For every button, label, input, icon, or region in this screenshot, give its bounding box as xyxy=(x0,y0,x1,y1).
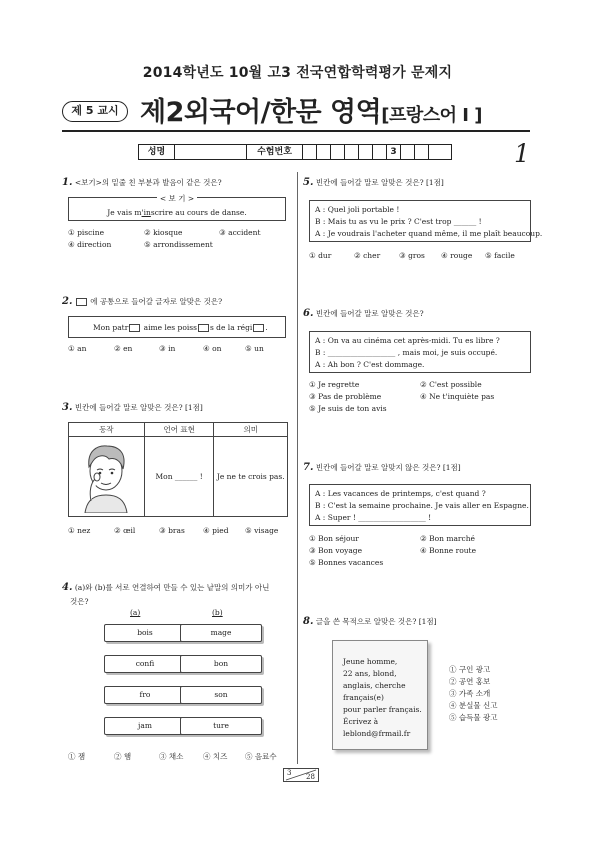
question-5-header xyxy=(303,177,444,188)
syllable-card-a[interactable]: bois xyxy=(104,624,186,642)
boy-pointing-eye-illustration xyxy=(75,439,137,513)
option-5[interactable]: ⑤ arrondissement xyxy=(144,240,213,249)
option-2[interactable]: ② 햄 xyxy=(114,752,132,761)
period-badge: 제 5 교시 xyxy=(62,101,128,122)
question-stem: 에 공통으로 들어갈 글자로 알맞은 것은? xyxy=(90,297,223,306)
question-stem: 글을 쓴 목적으로 알맞은 것은? [1점] xyxy=(315,617,437,626)
question-stem: <보기>의 밑줄 친 부분과 발음이 같은 것은? xyxy=(74,178,222,187)
option-5[interactable]: ⑤ un xyxy=(245,344,264,353)
option-4[interactable]: ④ rouge xyxy=(441,251,473,260)
example-sentence xyxy=(69,208,285,217)
option-1[interactable]: ① nez xyxy=(68,526,91,535)
column-header: 의미 xyxy=(214,423,288,437)
option-4[interactable]: ④ direction xyxy=(68,240,112,249)
number-box[interactable] xyxy=(429,145,443,159)
option-4[interactable]: ④ pied xyxy=(203,526,229,535)
note-line: français(e) xyxy=(343,693,384,702)
sentence-underlined: 'in xyxy=(141,208,151,217)
option-2[interactable]: ② œil xyxy=(114,526,136,535)
number-box[interactable] xyxy=(373,145,387,159)
number-box-filled[interactable]: 3 xyxy=(387,145,401,159)
option-4[interactable]: ④ on xyxy=(203,344,222,353)
syllable-card-b[interactable]: mage xyxy=(180,624,262,642)
blank-box xyxy=(253,324,264,332)
syllable-card-b[interactable]: ture xyxy=(180,717,262,735)
dialogue-box xyxy=(309,331,531,373)
note-line: pour parler français. xyxy=(343,705,422,714)
option-3[interactable]: ③ 채소 xyxy=(159,752,184,761)
question-number: 7. xyxy=(303,462,314,473)
option-2[interactable]: ② 공연 홍보 xyxy=(449,677,491,686)
question-7-header xyxy=(303,462,461,473)
option-5[interactable]: ⑤ facile xyxy=(485,251,515,260)
option-4[interactable]: ④ 치즈 xyxy=(203,752,228,761)
dialogue-line: A : Ah bon ? C'est dommage. xyxy=(315,360,425,369)
note-line: Écrivez à xyxy=(343,717,379,726)
blank-box xyxy=(198,324,209,332)
question-1-header xyxy=(62,177,222,188)
blank-box xyxy=(129,324,140,332)
option-3[interactable]: ③ Bon voyage xyxy=(309,546,363,555)
dialogue-line: A : Les vacances de printemps, c'est quand ? xyxy=(315,489,486,498)
question-number: 1. xyxy=(62,177,73,188)
page-counter xyxy=(283,768,319,782)
gesture-illustration-cell xyxy=(69,437,145,517)
question-stem: 빈칸에 들어갈 말로 알맞은 것은? xyxy=(315,309,424,318)
gesture-table xyxy=(68,422,288,517)
dialogue-line: B : __________________ , mais moi, je suis occupé. xyxy=(315,348,498,357)
option-2[interactable]: ② kiosque xyxy=(144,228,183,237)
total-pages: 28 xyxy=(306,773,315,781)
note-line: 22 ans, blond, xyxy=(343,669,397,678)
number-label: 수험번호 xyxy=(247,145,303,159)
question-stem: (a)와 (b)를 서로 연결하여 만들 수 있는 낱말의 의미가 아닌 xyxy=(74,583,270,592)
question-8-header xyxy=(303,616,437,627)
dialogue-line: A : Je voudrais l'acheter quand même, il me plaît beaucoup. xyxy=(315,229,543,238)
question-number: 5. xyxy=(303,177,314,188)
option-2[interactable]: ② en xyxy=(114,344,133,353)
name-label: 성명 xyxy=(139,145,175,159)
column-header: 언어 표현 xyxy=(144,423,214,437)
number-box[interactable] xyxy=(317,145,331,159)
syllable-card-b[interactable]: son xyxy=(180,686,262,704)
option-5[interactable]: ⑤ Je suis de ton avis xyxy=(309,404,387,413)
current-page: 3 xyxy=(287,769,292,777)
question-stem-continued: 것은? xyxy=(70,597,89,606)
meaning-cell: Je ne te crois pas. xyxy=(214,437,288,517)
dialogue-line: A : Quel joli portable ! xyxy=(315,205,400,214)
option-5[interactable]: ⑤ 습득물 광고 xyxy=(449,713,498,722)
syllable-card-a[interactable]: fro xyxy=(104,686,186,704)
option-4[interactable]: ④ 분실물 신고 xyxy=(449,701,498,710)
syllable-card-b[interactable]: bon xyxy=(180,655,262,673)
header-rule xyxy=(62,130,530,132)
name-field[interactable] xyxy=(175,145,247,159)
note-line: anglais, cherche xyxy=(343,681,406,690)
option-3[interactable]: ③ Pas de problème xyxy=(309,392,382,401)
subject-main: 제2외국어/한문 영역 xyxy=(140,97,382,128)
number-box[interactable] xyxy=(359,145,373,159)
option-1[interactable]: ① an xyxy=(68,344,87,353)
option-1[interactable]: ① dur xyxy=(309,251,332,260)
expression-cell: Mon ______ ! xyxy=(144,437,214,517)
dialogue-line: A : On va au cinéma cet après-midi. Tu es libre ? xyxy=(315,336,500,345)
syllable-card-a[interactable]: confi xyxy=(104,655,186,673)
number-box[interactable] xyxy=(303,145,317,159)
example-box-title: < 보 기 > xyxy=(157,194,197,203)
sentence-part: Mon patr xyxy=(93,323,129,332)
column-a-label: (a) xyxy=(130,608,141,617)
option-3[interactable]: ③ 가족 소개 xyxy=(449,689,491,698)
dialogue-box xyxy=(309,484,531,526)
option-5[interactable]: ⑤ 음료수 xyxy=(245,752,277,761)
sentence-part: scrire au cours de danse. xyxy=(150,208,247,217)
sentence-part: . xyxy=(265,323,268,332)
option-3[interactable]: ③ in xyxy=(159,344,176,353)
option-4[interactable]: ④ Bonne route xyxy=(420,546,477,555)
number-box[interactable] xyxy=(345,145,359,159)
number-box[interactable] xyxy=(331,145,345,159)
dialogue-line: B : C'est la semaine prochaine. Je vais aller en Espagne. xyxy=(315,501,529,510)
option-2[interactable]: ② C'est possible xyxy=(420,380,482,389)
sentence-part: Je vais m xyxy=(107,208,142,217)
option-1[interactable]: ① piscine xyxy=(68,228,105,237)
option-1[interactable]: ① Je regrette xyxy=(309,380,360,389)
example-box xyxy=(68,194,286,221)
option-1[interactable]: ① Bon séjour xyxy=(309,534,359,543)
question-number: 3. xyxy=(62,402,73,413)
option-1[interactable]: ① 구인 광고 xyxy=(449,665,491,674)
option-5[interactable]: ⑤ Bonnes vacances xyxy=(309,558,384,567)
question-number: 6. xyxy=(303,308,314,319)
question-stem: 빈칸에 들어갈 말로 알맞은 것은? [1점] xyxy=(74,403,203,412)
option-3[interactable]: ③ gros xyxy=(399,251,425,260)
note-line: leblond@frmail.fr xyxy=(343,729,411,738)
candidate-info-table xyxy=(138,144,452,160)
dialogue-box xyxy=(309,200,543,242)
page-number: 1 xyxy=(514,139,530,168)
question-number: 2. xyxy=(62,296,73,307)
question-3-header xyxy=(62,402,203,413)
number-box[interactable] xyxy=(415,145,429,159)
column-header: 동작 xyxy=(69,423,145,437)
blank-box xyxy=(76,298,87,306)
question-stem: 빈칸에 들어갈 말로 알맞지 않은 것은? [1점] xyxy=(315,463,461,472)
sentence-box xyxy=(68,316,286,338)
option-3[interactable]: ③ bras xyxy=(159,526,185,535)
dialogue-line: A : Super ! __________________ ! xyxy=(315,513,432,522)
option-1[interactable]: ① 잼 xyxy=(68,752,86,761)
dialogue-line: B : Mais tu as vu le prix ? C'est trop ______ ! xyxy=(315,217,482,226)
question-6-header xyxy=(303,308,424,319)
question-4-header xyxy=(62,582,269,593)
blank-sentence xyxy=(93,323,268,332)
column-b-label: (b) xyxy=(212,608,223,617)
syllable-card-a[interactable]: jam xyxy=(104,717,186,735)
option-4[interactable]: ④ Ne t'inquiète pas xyxy=(420,392,495,401)
option-2[interactable]: ② Bon marché xyxy=(420,534,475,543)
question-number: 8. xyxy=(303,616,314,627)
sentence-part: aime les poiss xyxy=(141,323,197,332)
option-3[interactable]: ③ accident xyxy=(219,228,261,237)
exam-title: 2014학년도 10월 고3 전국연합학력평가 문제지 xyxy=(142,65,453,81)
option-2[interactable]: ② cher xyxy=(354,251,381,260)
question-number: 4. xyxy=(62,582,73,593)
note-line: Jeune homme, xyxy=(343,657,398,666)
number-box[interactable] xyxy=(401,145,415,159)
subject-sub: [프랑스어 I ] xyxy=(381,105,482,126)
classified-ad-note xyxy=(332,640,428,750)
sentence-part: s de la régi xyxy=(209,323,253,332)
question-2-header xyxy=(62,296,222,307)
subject-title xyxy=(140,90,482,129)
question-stem: 빈칸에 들어갈 말로 알맞은 것은? [1점] xyxy=(315,178,444,187)
option-5[interactable]: ⑤ visage xyxy=(245,526,279,535)
column-divider xyxy=(297,172,298,764)
